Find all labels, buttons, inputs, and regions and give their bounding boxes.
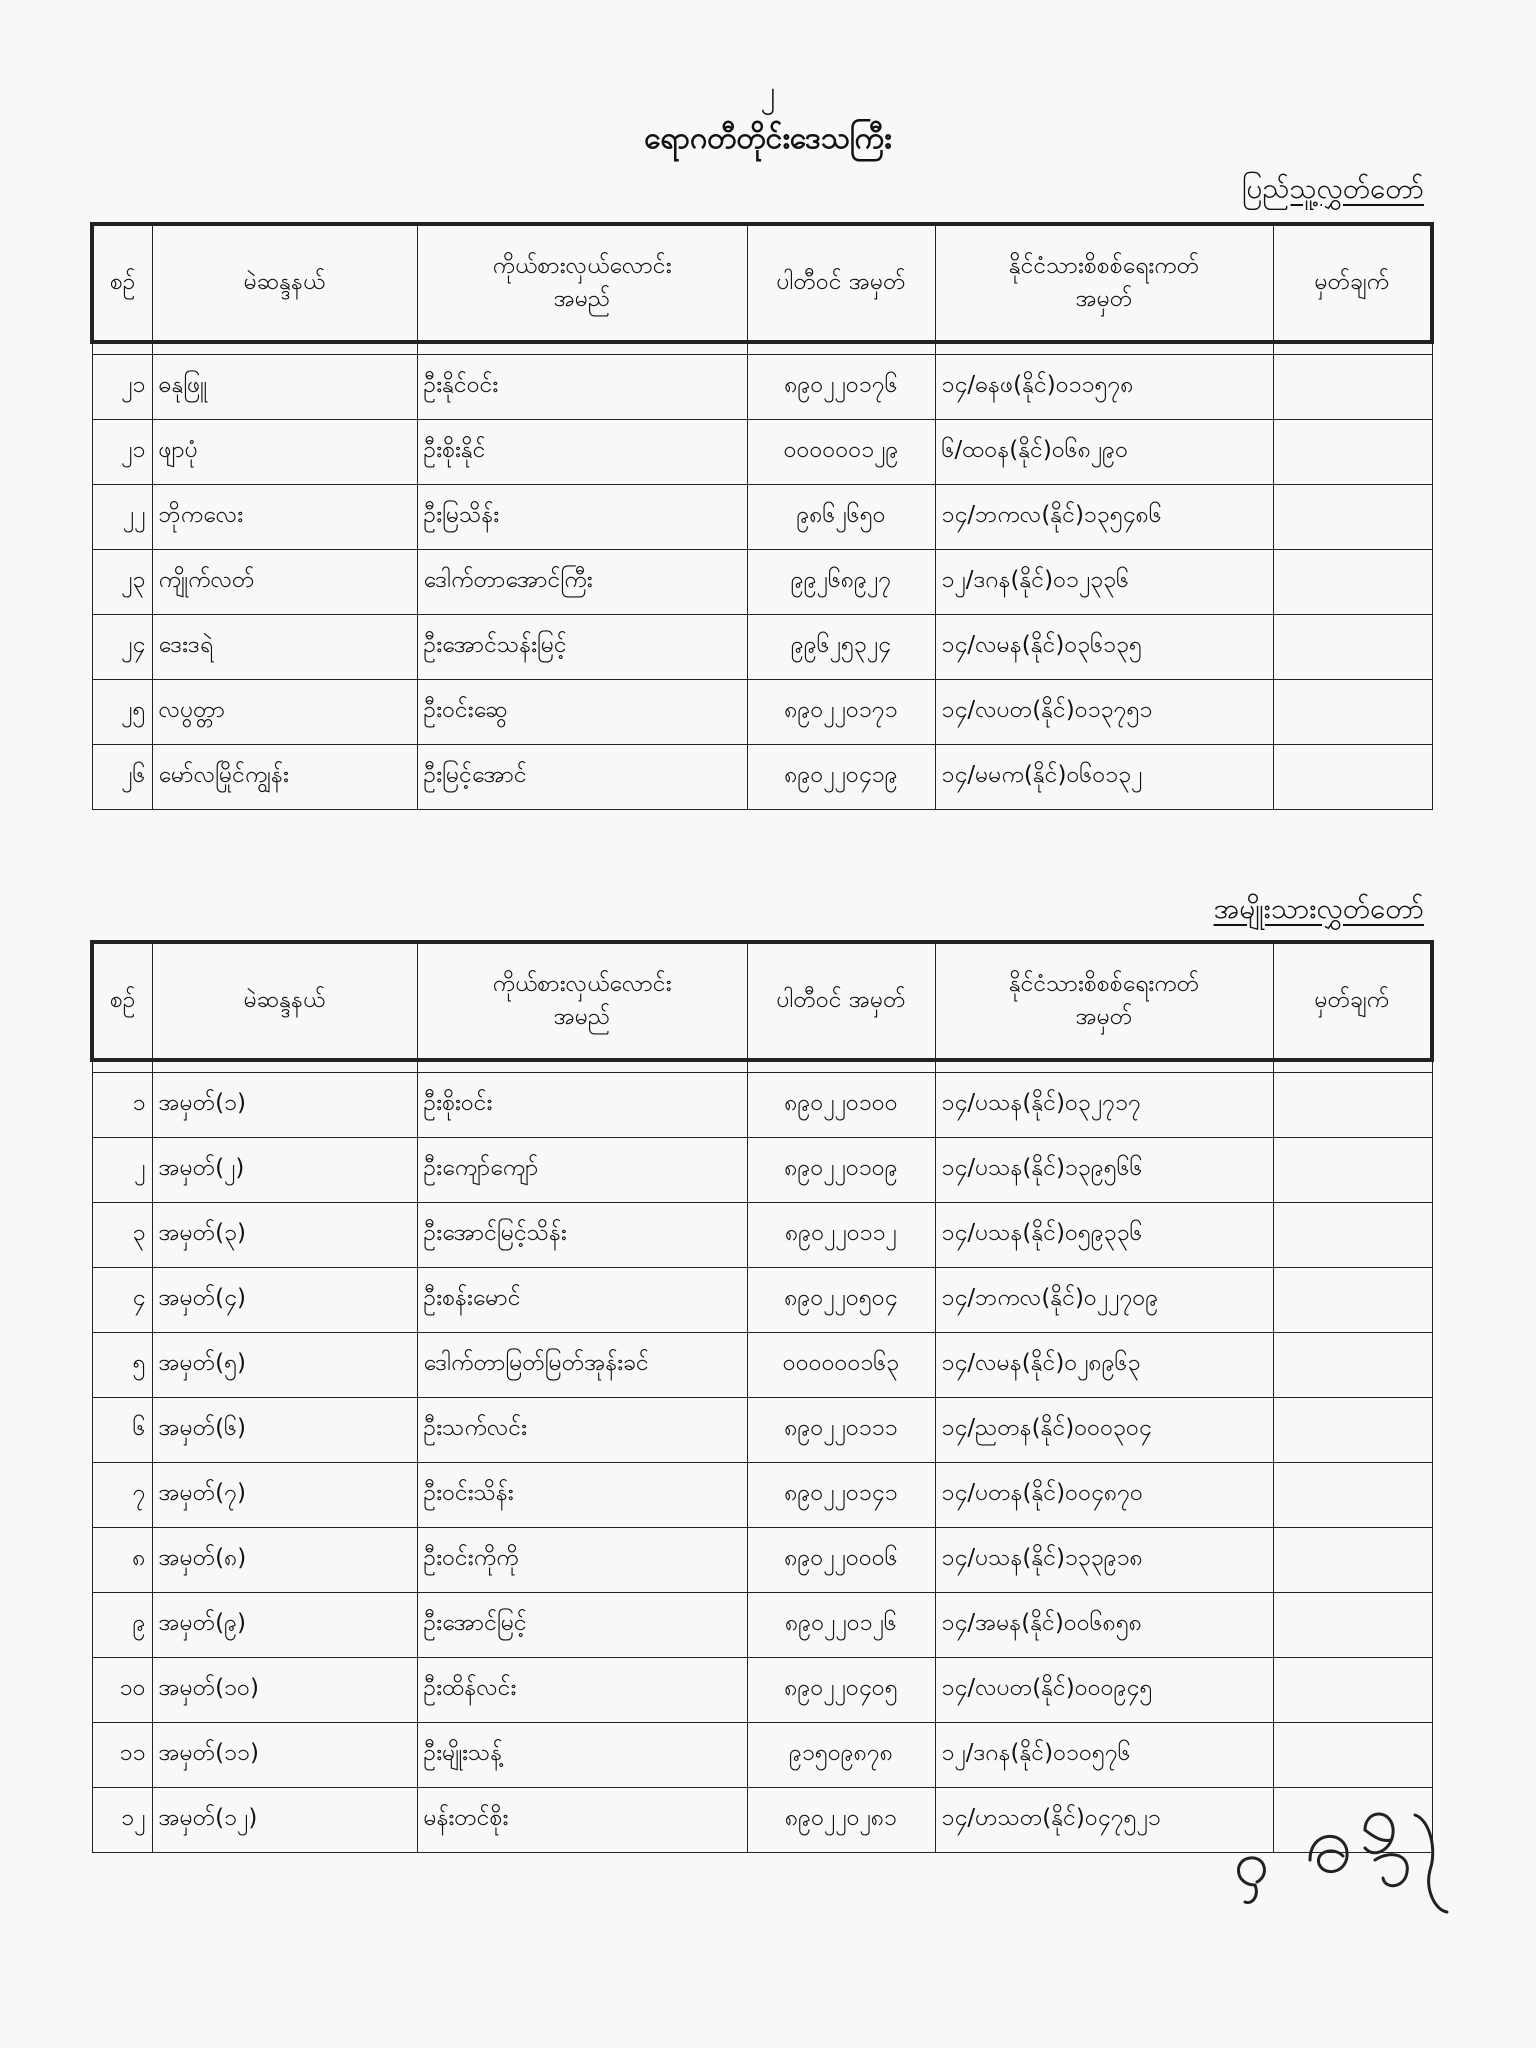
cell-nrc: ၁၂/ဒဂန(နိုင်)၀၁၂၃၃၆ [935,550,1273,615]
cell-constituency: အမှတ်(၁) [152,1073,417,1138]
table-row [92,1398,1432,1463]
cell-representative: ဦးအောင်မြင့် [417,1593,747,1658]
table-header-row [92,942,1432,1060]
section-title-amyotha: အမျိုးသားလွှတ်တော် [1213,892,1424,925]
table-header-row [92,224,1432,342]
cell-representative: ဦးသက်လင်း [417,1398,747,1463]
cell-remarks [1273,1593,1432,1658]
cell-remarks [1273,1333,1432,1398]
cell-nrc: ၁၄/အမန(နိုင်)၀၀၆၈၅၈ [935,1593,1273,1658]
cell-nrc: ၁၄/လပတ(နိုင်)၀၁၃၇၅၁ [935,680,1273,745]
cell-remarks [1273,550,1432,615]
candidate-table-pyithu [90,222,1434,810]
header-rep-line1: ကိုယ်စားလှယ်လောင်း [492,970,672,997]
cell-no: ၇ [92,1463,152,1528]
cell-no: ၂၄ [92,615,152,680]
header-no: စဉ် [92,942,152,1060]
cell-no: ၁၁ [92,1723,152,1788]
cell-party-no: ၀၀၀၀၀၀၁၆၃ [747,1333,935,1398]
cell-representative: ဦးစိုးနိုင် [417,420,747,485]
header-rep-line2: အမည် [553,1004,611,1030]
cell-representative: ဦးစန်းမောင် [417,1268,747,1333]
table-spacer-row [92,1060,1432,1073]
cell-party-no: ၀၀၀၀၀၀၁၂၉ [747,420,935,485]
cell-no: ၁၀ [92,1658,152,1723]
cell-no: ၂၃ [92,550,152,615]
cell-remarks [1273,1723,1432,1788]
header-nrc-line1: နိုင်ငံသားစိစစ်ရေးကတ် [1008,252,1200,279]
cell-constituency: ကျိုက်လတ် [152,550,417,615]
cell-representative: ဦးမြင့်အောင် [417,745,747,810]
cell-constituency: ဖျာပုံ [152,420,417,485]
header-nrc-line2: အမှတ် [1075,286,1133,312]
header-remarks: မှတ်ချက် [1273,224,1432,342]
cell-representative: ဒေါက်တာအောင်ကြီး [417,550,747,615]
spacer-cell [92,342,152,355]
cell-constituency: အမှတ်(၄) [152,1268,417,1333]
spacer-cell [747,1060,935,1073]
header-nrc [935,224,1273,342]
spacer-cell [417,342,747,355]
cell-remarks [1273,1528,1432,1593]
cell-constituency: မော်လမြိုင်ကျွန်း [152,745,417,810]
cell-remarks [1273,745,1432,810]
table-body-pyithu [92,342,1432,810]
cell-party-no: ၈၉၀၂၂၀၁၁၂ [747,1203,935,1268]
cell-party-no: ၈၉၀၂၂၀၁၁၁ [747,1398,935,1463]
cell-nrc: ၁၄/လမန(နိုင်)၀၃၆၁၃၅ [935,615,1273,680]
cell-constituency: လပွတ္တာ [152,680,417,745]
cell-remarks [1273,420,1432,485]
table-row [92,1333,1432,1398]
header-constituency: မဲဆန္ဒနယ် [152,224,417,342]
cell-representative: ဦးအောင်မြင့်သိန်း [417,1203,747,1268]
cell-constituency: အမှတ်(၂) [152,1138,417,1203]
cell-remarks [1273,1463,1432,1528]
cell-nrc: ၁၄/ပတန(နိုင်)၀၀၄၈၇၀ [935,1463,1273,1528]
header-no: စဉ် [92,224,152,342]
cell-representative: ဦးနိုင်ဝင်း [417,355,747,420]
cell-constituency: အမှတ်(၆) [152,1398,417,1463]
table-body-amyotha [92,1060,1432,1853]
cell-no: ၆ [92,1398,152,1463]
table-row [92,615,1432,680]
table-row [92,1073,1432,1138]
table-row [92,1463,1432,1528]
cell-no: ၃ [92,1203,152,1268]
cell-nrc: ၁၄/ဓနဖ(နိုင်)၀၁၁၅၇၈ [935,355,1273,420]
cell-constituency: အမှတ်(၁၂) [152,1788,417,1853]
cell-no: ၉ [92,1593,152,1658]
table-row [92,355,1432,420]
table-row [92,680,1432,745]
cell-nrc: ၁၄/လမန(နိုင်)၀၂၈၉၆၃ [935,1333,1273,1398]
cell-party-no: ၈၉၀၂၂၀၄၀၅ [747,1658,935,1723]
table-row [92,1593,1432,1658]
cell-constituency: အမှတ်(၃) [152,1203,417,1268]
cell-constituency: ဓနုဖြူ [152,355,417,420]
table-row [92,1658,1432,1723]
table-row [92,745,1432,810]
table-row [92,1528,1432,1593]
header-nrc-line1: နိုင်ငံသားစိစစ်ရေးကတ် [1008,970,1200,997]
table-row [92,1723,1432,1788]
cell-constituency: ဘိုကလေး [152,485,417,550]
cell-no: ၄ [92,1268,152,1333]
cell-remarks [1273,355,1432,420]
cell-no: ၂၁ [92,355,152,420]
cell-no: ၂၂ [92,485,152,550]
cell-representative: ဦးဝင်းသိန်း [417,1463,747,1528]
cell-party-no: ၈၉၀၂၂၀၁၄၁ [747,1463,935,1528]
cell-party-no: ၈၉၀၂၂၀၁၀၉ [747,1138,935,1203]
cell-representative: ဦးဝင်းဆွေ [417,680,747,745]
cell-party-no: ၈၉၀၂၂၀၁၇၆ [747,355,935,420]
header-party-no: ပါတီဝင် အမှတ် [747,224,935,342]
cell-representative: ဦးကျော်ကျော် [417,1138,747,1203]
cell-nrc: ၁၄/မမက(နိုင်)၀၆၀၁၃၂ [935,745,1273,810]
cell-party-no: ၈၉၀၂၂၀၂၈၁ [747,1788,935,1853]
cell-representative: ဦးမြသိန်း [417,485,747,550]
cell-remarks [1273,1073,1432,1138]
cell-party-no: ၈၉၀၂၂၀၀၀၆ [747,1528,935,1593]
cell-no: ၈ [92,1528,152,1593]
cell-nrc: ၁၄/ပသန(နိုင်)၁၃၃၉၁၈ [935,1528,1273,1593]
section-title-pyithu: ပြည်သူ့လွှတ်တော် [1241,172,1424,205]
cell-remarks [1273,1138,1432,1203]
cell-party-no: ၈၉၀၂၂၀၁၇၁ [747,680,935,745]
cell-constituency: ဒေးဒရဲ [152,615,417,680]
spacer-cell [152,1060,417,1073]
cell-representative: ဦးမျိုးသန့် [417,1723,747,1788]
cell-no: ၂ [92,1138,152,1203]
spacer-cell [417,1060,747,1073]
spacer-cell [935,1060,1273,1073]
cell-nrc: ၁၄/ပသန(နိုင်)၁၃၉၅၆၆ [935,1138,1273,1203]
cell-nrc: ၁၄/ဟသတ(နိုင်)၀၄၇၅၂၁ [935,1788,1273,1853]
cell-nrc: ၁၄/ပသန(နိုင်)၀၃၂၇၁၇ [935,1073,1273,1138]
spacer-cell [935,342,1273,355]
cell-representative: ဦးထိန်လင်း [417,1658,747,1723]
cell-remarks [1273,615,1432,680]
header-remarks: မှတ်ချက် [1273,942,1432,1060]
cell-no: ၂၆ [92,745,152,810]
region-title: ရောဂတီတိုင်းဒေသကြီး [644,121,892,156]
header-representative [417,942,747,1060]
cell-remarks [1273,1203,1432,1268]
cell-nrc: ၆/ထဝန(နိုင်)၀၆၈၂၉၀ [935,420,1273,485]
cell-party-no: ၈၉၀၂၂၀၅၀၄ [747,1268,935,1333]
cell-nrc: ၁၄/ပသန(နိုင်)၀၅၉၃၃၆ [935,1203,1273,1268]
spacer-cell [1273,342,1432,355]
cell-party-no: ၈၉၀၂၂၀၁၀၀ [747,1073,935,1138]
cell-constituency: အမှတ်(၈) [152,1528,417,1593]
cell-nrc: ၁၄/လပတ(နိုင်)၀၀၀၉၄၅ [935,1658,1273,1723]
table-row [92,485,1432,550]
spacer-cell [92,1060,152,1073]
table-row [92,1138,1432,1203]
cell-no: ၂၅ [92,680,152,745]
cell-party-no: ၈၉၀၂၂၀၄၁၉ [747,745,935,810]
cell-representative: ဒေါက်တာမြတ်မြတ်အုန်းခင် [417,1333,747,1398]
cell-constituency: အမှတ်(၅) [152,1333,417,1398]
cell-representative: ဦးဝင်းကိုကို [417,1528,747,1593]
cell-remarks [1273,1658,1432,1723]
cell-nrc: ၁၄/ဘကလ(နိုင်)၁၃၅၄၈၆ [935,485,1273,550]
page-number: ၂ [760,75,776,110]
spacer-cell [152,342,417,355]
cell-nrc: ၁၂/ဒဂန(နိုင်)၀၁၀၅၇၆ [935,1723,1273,1788]
cell-remarks [1273,1398,1432,1463]
cell-representative: မန်းတင်စိုး [417,1788,747,1853]
spacer-cell [747,342,935,355]
cell-party-no: ၉၈၆၂၆၅၀ [747,485,935,550]
table-row [92,550,1432,615]
cell-representative: ဦးစိုးဝင်း [417,1073,747,1138]
cell-party-no: ၉၉၂၆၈၉၂၇ [747,550,935,615]
table-row [92,1203,1432,1268]
signature-mark [1215,1790,1455,1920]
cell-representative: ဦးအောင်သန်းမြင့် [417,615,747,680]
header-constituency: မဲဆန္ဒနယ် [152,942,417,1060]
table-row [92,1268,1432,1333]
candidate-table-amyotha [90,940,1434,1853]
header-rep-line2: အမည် [553,286,611,312]
table-spacer-row [92,342,1432,355]
header-party-no: ပါတီဝင် အမှတ် [747,942,935,1060]
header-rep-line1: ကိုယ်စားလှယ်လောင်း [492,252,672,279]
cell-constituency: အမှတ်(၁၁) [152,1723,417,1788]
cell-constituency: အမှတ်(၁၀) [152,1658,417,1723]
cell-constituency: အမှတ်(၉) [152,1593,417,1658]
cell-constituency: အမှတ်(၇) [152,1463,417,1528]
cell-no: ၁၂ [92,1788,152,1853]
cell-remarks [1273,680,1432,745]
cell-nrc: ၁၄/ညတန(နိုင်)၀၀၀၃၀၄ [935,1398,1273,1463]
cell-nrc: ၁၄/ဘကလ(နိုင်)၀၂၂၇၀၉ [935,1268,1273,1333]
cell-remarks [1273,485,1432,550]
header-nrc-line2: အမှတ် [1075,1004,1133,1030]
header-representative [417,224,747,342]
cell-party-no: ၈၉၀၂၂၀၁၂၆ [747,1593,935,1658]
table-row [92,420,1432,485]
cell-party-no: ၉၉၆၂၅၃၂၄ [747,615,935,680]
cell-party-no: ၉၁၅၀၉၈၇၈ [747,1723,935,1788]
cell-remarks [1273,1268,1432,1333]
cell-no: ၂၁ [92,420,152,485]
cell-no: ၅ [92,1333,152,1398]
header-nrc [935,942,1273,1060]
cell-no: ၁ [92,1073,152,1138]
spacer-cell [1273,1060,1432,1073]
